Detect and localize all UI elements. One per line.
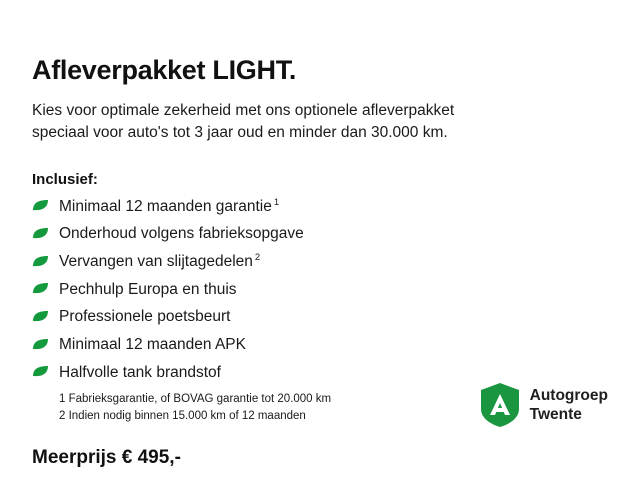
leaf-bullet-icon [32,338,49,351]
footnote-ref: 2 [254,251,261,263]
footnote-1: 1 Fabrieksgarantie, of BOVAG garantie tot 20.000 km [59,393,332,406]
intro-line-1: Kies voor optimale zekerheid met ons optionele afleverpakket [32,101,455,119]
list-item [32,281,608,298]
list-item-label: Minimaal 12 maanden APK [59,336,246,354]
leaf-bullet-icon [32,199,49,212]
list-item [32,198,608,215]
list-item-label: Vervangen van slijtagedelen $^2$ [59,251,261,271]
footnote-2: 2 Indien nodig binnen 15.000 km of 12 maanden [59,409,306,422]
page-title: Afleverpakket LIGHT. [32,55,297,85]
brand-name-line-1: Autogroep [529,386,608,404]
leaf-bullet-icon [32,227,49,240]
intro-paragraph [32,100,532,145]
list-item [32,364,608,381]
list-item-label: Onderhoud volgens fabrieksopgave [59,225,304,243]
price-label: Meerprijs € 495,- [32,446,181,468]
leaf-bullet-icon [32,365,49,378]
list-item [32,253,608,270]
list-item-label: Professionele poetsbeurt [59,308,231,326]
leaf-bullet-icon [32,282,49,295]
list-item-label: Halfvolle tank brandstof [59,363,221,381]
intro-line-2: speciaal voor auto's tot 3 jaar oud en minder dan 30.000 km. [32,124,448,142]
includes-heading: Inclusief: [32,170,98,188]
footnote-ref: 1 [273,196,280,208]
list-item [32,336,608,353]
brand-name-line-2: Twente [529,406,582,423]
leaf-bullet-icon [32,255,49,268]
brand-name [530,386,608,425]
list-item-label: Pechhulp Europa en thuis [59,280,237,298]
brand-logo [479,382,608,428]
list-item-label: Minimaal 12 maanden garantie $^1$ [59,196,280,215]
includes-list [32,198,608,381]
list-item [32,308,608,325]
list-item [32,225,608,242]
autogroep-twente-shield-icon [479,382,521,428]
leaf-bullet-icon [32,310,49,323]
